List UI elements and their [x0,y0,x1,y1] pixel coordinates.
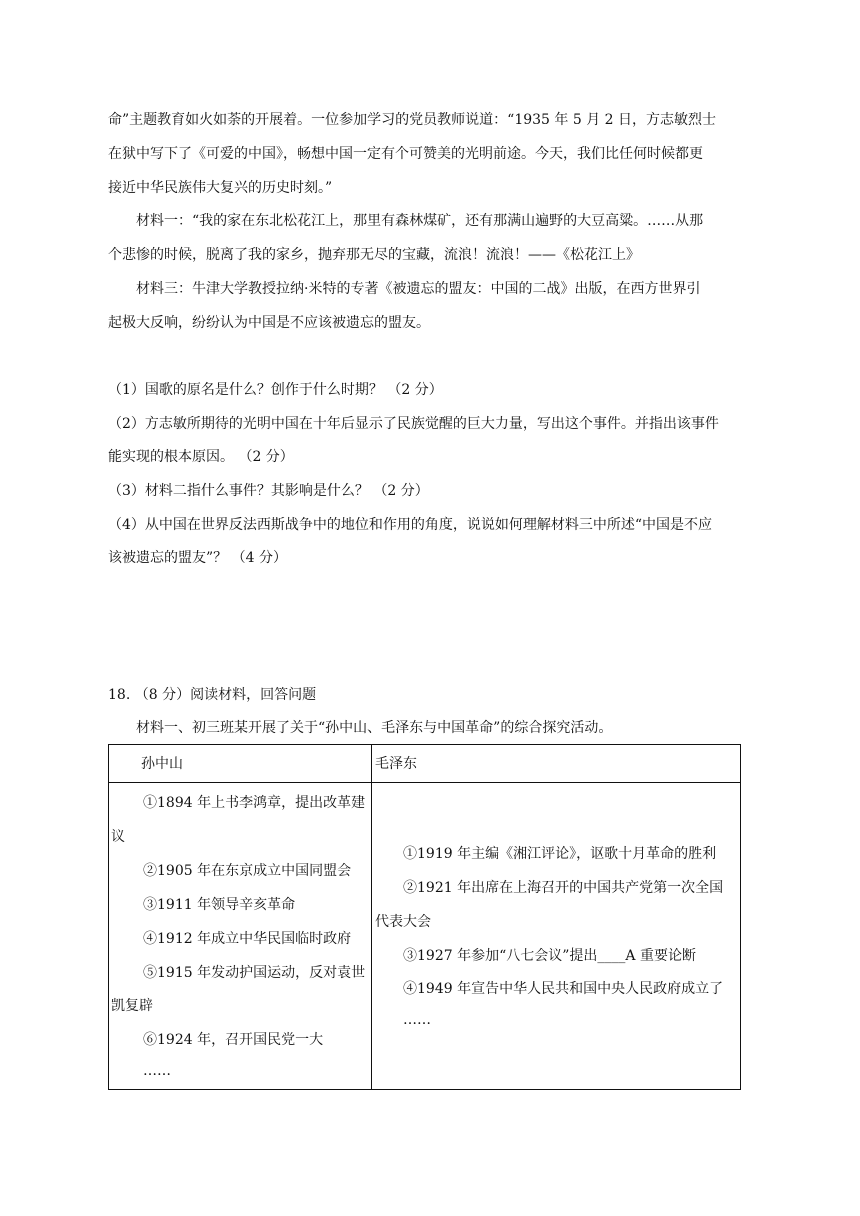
comparison-table [108,744,741,1090]
table-column-divider [371,745,372,1089]
question-1: （1）国歌的原名是什么？创作于什么时期？ （2 分） [108,382,443,398]
column-header-sun-yat-sen: 孙中山 [141,756,183,772]
table-cell-text: 代表大会 [375,914,431,930]
table-cell-text: ③1911 年领导辛亥革命 [143,897,296,913]
material-3-line-1: 材料三：牛津大学教授拉纳·米特的专著《被遗忘的盟友：中国的二战》出版，在西方世界引 [136,281,701,297]
table-cell-text: 议 [111,829,125,845]
table-header-divider [109,782,740,783]
column-header-mao-zedong: 毛泽东 [375,756,417,772]
table-cell-text: ②1905 年在东京成立中国同盟会 [143,863,352,879]
intro-line-2: 在狱中写下了《可爱的中国》，畅想中国一定有个可赞美的光明前途。今天，我们比任何时候都更 [108,146,703,162]
intro-line-1: 命”主题教育如火如荼的开展着。一位参加学习的党员教师说道：“1935 年 5 月 2 日，方志敏烈士 [108,112,717,128]
question-2-line-2: 能实现的根本原因。 （2 分） [108,449,294,465]
table-cell-text: ①1894 年上书李鸿章，提出改革建 [143,795,366,811]
question-3: （3）材料二指什么事件？其影响是什么？ （2 分） [108,483,429,499]
table-cell-text: ④1912 年成立中华民国临时政府 [143,931,352,947]
question-2-line-1: （2）方志敏所期待的光明中国在十年后显示了民族觉醒的巨大力量，写出这个事件。并指出该事件 [108,416,719,432]
table-cell-text: …… [143,1063,171,1079]
material-1-line-1: 材料一：“我的家在东北松花江上，那里有森林煤矿，还有那满山遍野的大豆高粱。……从那 [136,213,704,229]
question-18-header: 18. （8 分）阅读材料，回答问题 [108,687,317,703]
table-cell-text: ③1927 年参加“八七会议”提出____A 重要论断 [403,948,696,964]
intro-line-3: 接近中华民族伟大复兴的历史时刻。” [108,180,333,196]
material-1-line-2: 个悲惨的时候，脱离了我的家乡，抛弃那无尽的宝藏，流浪！流浪！——《松花江上》 [108,247,640,263]
question-18-material-1: 材料一、初三班某开展了关于“孙中山、毛泽东与中国革命”的综合探究活动。 [136,720,613,736]
table-cell-text: 凯复辟 [111,998,153,1014]
question-4-line-2: 该被遗忘的盟友”？ （4 分） [108,550,287,566]
table-cell-text: ①1919 年主编《湘江评论》，讴歌十月革命的胜利 [403,846,717,862]
question-4-line-1: （4）从中国在世界反法西斯战争中的地位和作用的角度，说说如何理解材料三中所述“中国是不应 [108,517,713,533]
table-cell-text: …… [403,1012,431,1028]
table-cell-text: ⑥1924 年，召开国民党一大 [143,1032,324,1048]
material-3-line-2: 起极大反响，纷纷认为中国是不应该被遗忘的盟友。 [108,315,430,331]
table-cell-text: ⑤1915 年发动护国运动，反对袁世 [143,965,366,981]
table-cell-text: ④1949 年宣告中华人民共和国中央人民政府成立了 [403,981,724,997]
table-cell-text: ②1921 年出席在上海召开的中国共产党第一次全国 [403,880,724,896]
